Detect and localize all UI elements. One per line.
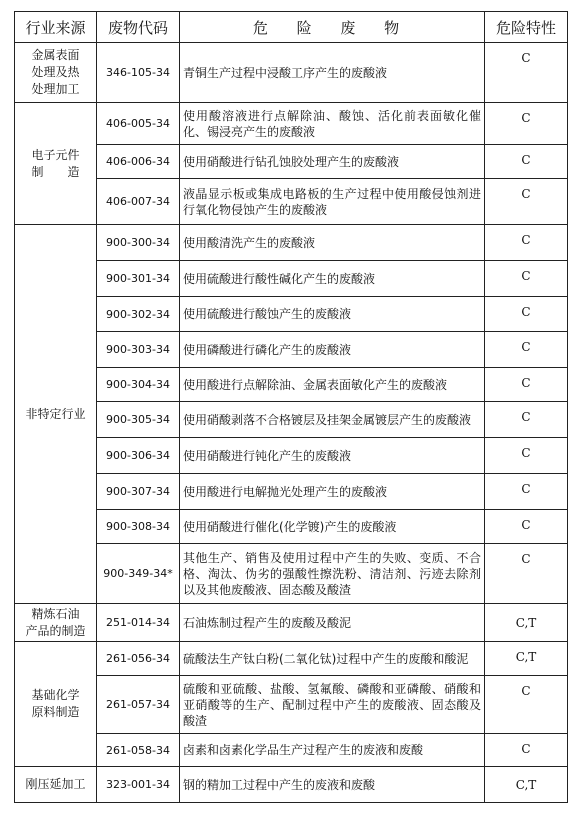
waste-code-cell: 261-058-34: [97, 734, 180, 767]
waste-description-cell: 使用酸清洗产生的废酸液: [180, 225, 485, 261]
table-row: [15, 145, 568, 179]
hazard-characteristic-cell: C: [485, 332, 568, 368]
table-row: [15, 642, 568, 676]
hazard-characteristic-cell: C: [485, 297, 568, 332]
table-row: [15, 297, 568, 332]
header-characteristic: 危险特性: [485, 12, 568, 43]
header-industry: 行业来源: [15, 12, 97, 43]
waste-code-cell: 900-304-34: [97, 368, 180, 402]
waste-code-cell: 406-007-34: [97, 179, 180, 225]
industry-cell: 精炼石油 产品的制造: [15, 604, 97, 642]
hazard-characteristic-cell: C,T: [485, 642, 568, 676]
waste-description-cell: 使用硝酸进行钝化产生的废酸液: [180, 438, 485, 474]
waste-code-cell: 900-306-34: [97, 438, 180, 474]
waste-code-cell: 251-014-34: [97, 604, 180, 642]
table-body: [15, 43, 568, 803]
waste-description-cell: 使用酸溶液进行点解除油、酸蚀、活化前表面敏化催化、锡浸亮产生的废酸液: [180, 103, 485, 145]
industry-cell: 基础化学 原料制造: [15, 642, 97, 767]
waste-code-cell: 900-301-34: [97, 261, 180, 297]
waste-code-cell: 900-349-34*: [97, 544, 180, 604]
hazard-characteristic-cell: C: [485, 510, 568, 544]
table-row: [15, 368, 568, 402]
hazard-characteristic-cell: C: [485, 261, 568, 297]
hazard-characteristic-cell: C: [485, 368, 568, 402]
waste-code-cell: 900-303-34: [97, 332, 180, 368]
waste-description-cell: 使用酸进行电解抛光处理产生的废酸液: [180, 474, 485, 510]
hazard-characteristic-cell: C: [485, 43, 568, 103]
table-row: [15, 734, 568, 767]
table-row: [15, 402, 568, 438]
waste-description-cell: 液晶显示板或集成电路板的生产过程中使用酸侵蚀剂进行氧化物侵蚀产生的废酸液: [180, 179, 485, 225]
table-row: [15, 43, 568, 103]
waste-description-cell: 使用酸进行点解除油、金属表面敏化产生的废酸液: [180, 368, 485, 402]
hazard-characteristic-cell: C: [485, 676, 568, 734]
waste-code-cell: 900-308-34: [97, 510, 180, 544]
waste-code-cell: 261-057-34: [97, 676, 180, 734]
hazard-characteristic-cell: C: [485, 179, 568, 225]
waste-code-cell: 261-056-34: [97, 642, 180, 676]
header-code: 废物代码: [97, 12, 180, 43]
hazard-characteristic-cell: C,T: [485, 604, 568, 642]
header-waste: 危 险 废 物: [180, 12, 485, 43]
hazard-characteristic-cell: C: [485, 734, 568, 767]
waste-description-cell: 使用硫酸进行酸蚀产生的废酸液: [180, 297, 485, 332]
waste-description-cell: 使用硫酸进行酸性碱化产生的废酸液: [180, 261, 485, 297]
waste-code-cell: 323-001-34: [97, 767, 180, 803]
waste-description-cell: 使用硝酸进行催化(化学镀)产生的废酸液: [180, 510, 485, 544]
waste-code-cell: 406-006-34: [97, 145, 180, 179]
table-row: [15, 510, 568, 544]
waste-description-cell: 钢的精加工过程中产生的废液和废酸: [180, 767, 485, 803]
waste-description-cell: 硫酸和亚硫酸、盐酸、氢氟酸、磷酸和亚磷酸、硝酸和亚硝酸等的生产、配制过程中产生的废酸液、固态酸及酸渣: [180, 676, 485, 734]
header-row: [15, 12, 568, 43]
industry-cell: 刚压延加工: [15, 767, 97, 803]
waste-code-cell: 406-005-34: [97, 103, 180, 145]
waste-code-cell: 900-302-34: [97, 297, 180, 332]
waste-description-cell: 使用硝酸剥落不合格镀层及挂架金属镀层产生的废酸液: [180, 402, 485, 438]
industry-cell: 金属表面 处理及热 处理加工: [15, 43, 97, 103]
table-row: [15, 261, 568, 297]
hazard-characteristic-cell: C: [485, 438, 568, 474]
waste-description-cell: 使用磷酸进行磷化产生的废酸液: [180, 332, 485, 368]
table-row: [15, 544, 568, 604]
hazard-characteristic-cell: C: [485, 544, 568, 604]
table-row: [15, 438, 568, 474]
waste-description-cell: 石油炼制过程产生的废酸及酸泥: [180, 604, 485, 642]
table-row: [15, 225, 568, 261]
industry-cell: 非特定行业: [15, 225, 97, 604]
hazardous-waste-table: [14, 11, 568, 803]
hazard-characteristic-cell: C: [485, 225, 568, 261]
waste-description-cell: 其他生产、销售及使用过程中产生的失败、变质、不合格、淘汰、伪劣的强酸性擦洗粉、清洁剂、污迹去除剂以及其他废酸液、固态酸及酸渣: [180, 544, 485, 604]
table-row: [15, 179, 568, 225]
table-row: [15, 332, 568, 368]
waste-description-cell: 青铜生产过程中浸酸工序产生的废酸液: [180, 43, 485, 103]
waste-description-cell: 使用硝酸进行钻孔蚀胶处理产生的废酸液: [180, 145, 485, 179]
table-row: [15, 474, 568, 510]
table-row: [15, 103, 568, 145]
table-row: [15, 767, 568, 803]
waste-description-cell: 卤素和卤素化学品生产过程产生的废液和废酸: [180, 734, 485, 767]
table-row: [15, 676, 568, 734]
hazard-characteristic-cell: C: [485, 402, 568, 438]
hazard-characteristic-cell: C,T: [485, 767, 568, 803]
hazard-characteristic-cell: C: [485, 145, 568, 179]
waste-description-cell: 硫酸法生产钛白粉(二氧化钛)过程中产生的废酸和酸泥: [180, 642, 485, 676]
waste-code-cell: 346-105-34: [97, 43, 180, 103]
hazard-characteristic-cell: C: [485, 103, 568, 145]
hazard-characteristic-cell: C: [485, 474, 568, 510]
waste-code-cell: 900-307-34: [97, 474, 180, 510]
waste-code-cell: 900-300-34: [97, 225, 180, 261]
industry-cell: 电子元件 制 造: [15, 103, 97, 225]
waste-code-cell: 900-305-34: [97, 402, 180, 438]
table-row: [15, 604, 568, 642]
